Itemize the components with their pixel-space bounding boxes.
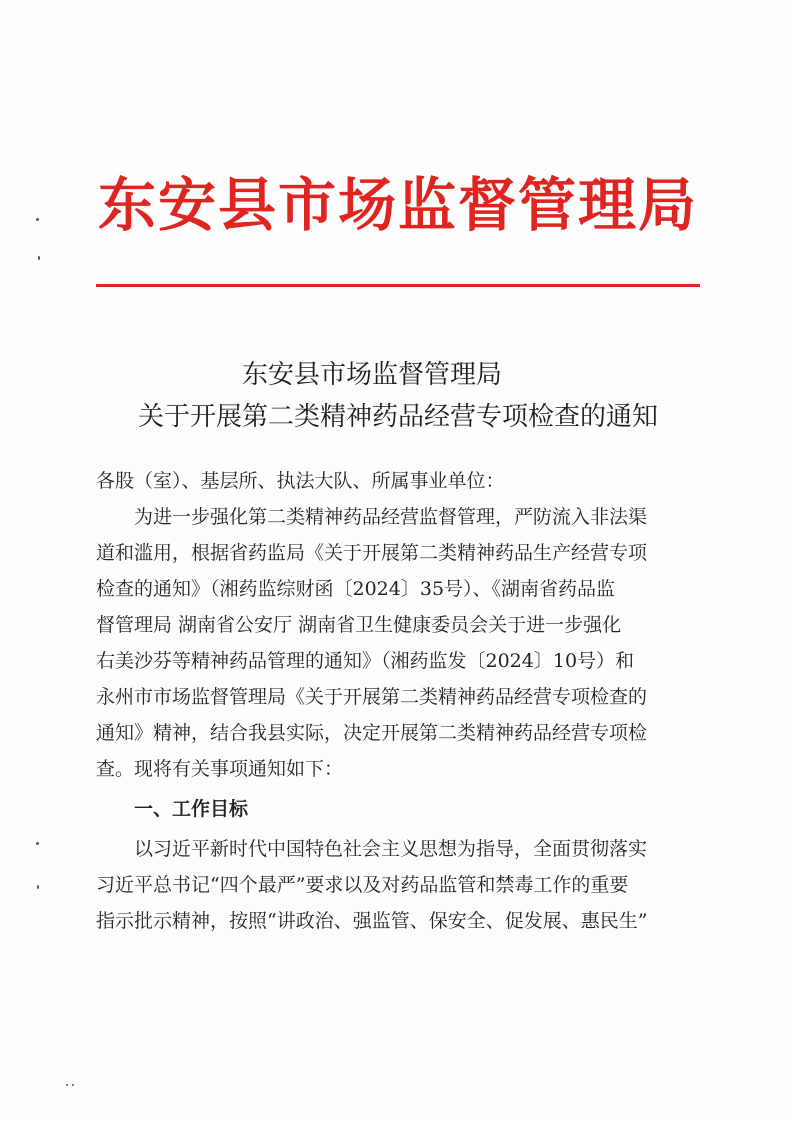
document-body [96,463,726,939]
scan-speck [36,842,39,845]
scan-speck [66,1084,68,1086]
paragraph-line: 查。现将有关事项通知如下： [96,758,344,780]
paragraph-line: 为进一步强化第二类精神药品经营监督管理，严防流入非法渠 [134,506,648,528]
paragraph-line: 督管理局 湖南省公安厅 湖南省卫生健康委员会关于进一步强化 [96,614,622,636]
addressee-line: 各股（室）、基层所、执法大队、所属事业单位： [96,470,505,492]
paragraph-line: 右美沙芬等精神药品管理的通知》（湘药监发〔2024〕10号）和 [96,650,635,672]
masthead-org-name: 东安县市场监督管理局 [97,171,698,239]
paragraph-line: 检查的通知》（湘药监综财函〔2024〕35号）、《湖南省药品监 [96,578,616,600]
scan-speck [36,218,39,221]
paragraph-line: 以习近平新时代中国特色社会主义思想为指导，全面贯彻落实 [134,838,648,860]
section-heading: 一、工作目标 [134,798,249,820]
scan-speck [38,256,40,260]
scan-speck [72,1084,74,1086]
document-title-line-2: 关于开展第二类精神药品经营专项检查的通知 [137,402,658,432]
scan-speck [37,885,39,889]
paragraph-line: 通知》精神，结合我县实际，决定开展第二类精神药品经营专项检 [96,722,648,744]
paragraph-line: 道和滥用，根据省药监局《关于开展第二类精神药品生产经营专项 [96,542,648,564]
paragraph-line: 永州市市场监督管理局《关于开展第二类精神药品经营专项检查的 [96,686,648,708]
document-title-line-1: 东安县市场监督管理局 [241,360,502,390]
paragraph-line: 指示批示精神，按照“讲政治、强监管、保安全、促发展、惠民生” [96,910,648,932]
paragraph-line: 习近平总书记“四个最严”要求以及对药品监管和禁毒工作的重要 [96,874,629,896]
masthead-red-rule [96,284,700,287]
